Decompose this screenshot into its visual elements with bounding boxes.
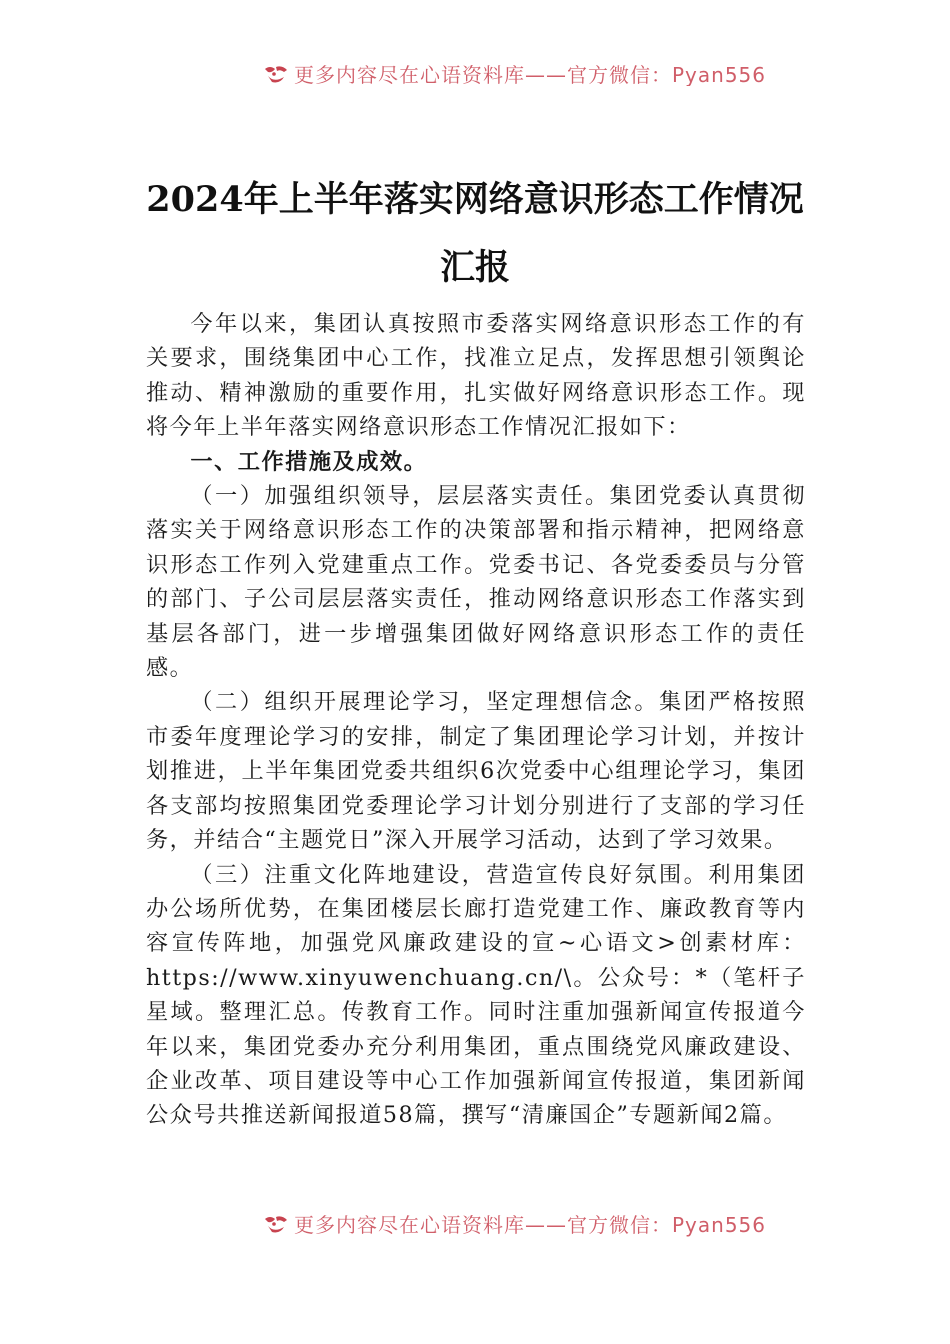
document-body bbox=[146, 307, 806, 1133]
intro-paragraph: 今年以来，集团认真按照市委落实网络意识形态工作的有关要求，围绕集团中心工作，找准立足点，发挥思想引领舆论推动、精神激励的重要作用，扎实做好网络意识形态工作。现将今年上半年落实网络意识形态工作情况汇报如下： bbox=[146, 311, 806, 441]
document-title-line1: 2024年上半年落实网络意识形态工作情况 bbox=[146, 179, 804, 220]
item-paragraph-1 bbox=[146, 479, 806, 685]
watermark-top bbox=[0, 56, 950, 86]
document-title-line2: 汇报 bbox=[439, 247, 510, 288]
watermark-text: 更多内容尽在心语资料库——官方微信：Pyan556 bbox=[294, 1213, 767, 1237]
item-2-lead: （二）组织开展理论学习，坚定理想信念。 bbox=[190, 689, 659, 716]
watermark-text: 更多内容尽在心语资料库——官方微信：Pyan556 bbox=[294, 63, 767, 86]
item-1-lead: （一）加强组织领导，层层落实责任。 bbox=[190, 483, 610, 510]
item-1-text: 集团党委认真贯彻落实关于网络意识形态工作的决策部署和指示精神，把网络意识形态工作列入党建重点工作。党委书记、各党委委员与分管的部门、子公司层层落实责任，推动网络意识形态工作落实到基层各部门，进一步增强集团做好网络意识形态工作的责任感。 bbox=[146, 483, 807, 682]
item-paragraph-2 bbox=[146, 685, 806, 857]
watermark-bottom bbox=[0, 1208, 950, 1238]
watermark-logo-icon bbox=[262, 1213, 290, 1235]
item-paragraph-3: （三）注重文化阵地建设，营造宣传良好氛围。利用集团办公场所优势，在集团楼层长廊打造党建工作、廉政教育等内容宣传阵地，加强党风廉政建设的宣~心语文>创素材库：https://www.xinyuwenchuang.cn/\。公众号：*（笔杆子星域。整理汇总。传教育工作。同时注重加强新闻宣传报道今年以来，集团党委办充分利用集团，重点围绕党风廉政建设、企业改革、项目建设等中心工作加强新闻宣传报道，集团新闻公众号共推送新闻报道58篇，撰写“清廉国企”专题新闻2篇。 bbox=[146, 861, 806, 1129]
watermark-logo-icon bbox=[262, 63, 290, 85]
item-2-text: 集团严格按照市委年度理论学习的安排，制定了集团理论学习计划，并按计划推进，上半年集团党委共组织6次党委中心组理论学习，集团各支部均按照集团党委理论学习计划分别进行了支部的学习任务，并结合“主题党日”深入开展学习活动，达到了学习效果。 bbox=[146, 689, 807, 854]
section-heading: 一、工作措施及成效。 bbox=[190, 448, 428, 475]
